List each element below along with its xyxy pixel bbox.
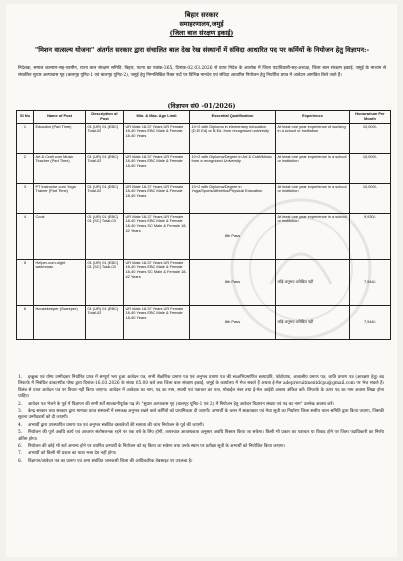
qualification-cell: 8th Pass [190, 259, 276, 305]
note-text: अभ्यर्थी को किसी भी प्रकार का यात्रा भत्ता देय नहीं होगा। [28, 451, 117, 457]
age-limit-cell: UR Male 18-37 Years UR Female 18-40 Years EBC Male & Female 18-40 Years [124, 123, 190, 153]
experience-cell: At least one year experience of working in a school or institution [276, 123, 350, 153]
column-header: Experience [276, 111, 350, 124]
terms-and-conditions [18, 375, 384, 466]
serial-number-cell: 4 [17, 213, 34, 259]
post-description-cell: 01 (UR) 01 (EBC) 01 (SC) Total-03 [86, 259, 124, 305]
note-text: नियोजन की पूर्ण अवधि कार्य एवं आचरण संतोषजनक रहने पर एक वर्ष के लिए होगी, तत्पश्चात आवश्यकता अनुसार अवधि विस्तार किया जा सकेगा। किसी भी प्रकार का पत्राचार या विवाद होने पर जिला पदाधिकारी का निर्णय अंतिम होगा। [18, 430, 384, 442]
header-line-3: (जिला बाल संरक्षण इकाई) [169, 29, 234, 37]
honorarium-cell: 10,000/- [350, 153, 391, 183]
post-description-cell: 01 (UR) 01 (EBC) Total-02 [86, 153, 124, 183]
note-number: 2. [18, 401, 23, 407]
experience-cell: At least one year experience in a school or institution [276, 153, 350, 183]
header-line-1: बिहार सरकार [184, 11, 219, 19]
experience-cell: At least one year experience in a school or institution [276, 213, 350, 259]
table-row [17, 123, 391, 153]
note-number: 1. [18, 375, 23, 380]
note-number: 8. [18, 458, 23, 464]
list-item [18, 459, 384, 465]
list-item [18, 402, 384, 408]
note-number: 4. [18, 422, 23, 428]
age-limit-cell: UR Male 18-37 Years UR Female 18-40 Years EBC Male & Female 18-40 Years SC Male & Female 18-42 Years [124, 259, 190, 305]
list-item [18, 444, 384, 450]
note-text: इच्छुक एवं योग्य उम्मीदवार निर्धारित प्रपत्र में सम्पूर्ण भरा हुआ आवेदन पत्र, सभी शैक्षणिक प्रमाण पत्र एवं अनुभव प्रमाण पत्र की स्वअभिप्रमाणित छायाप्रति, फोटोग्राफ, आवासीय प्रमाण पत्र, जाति प्रमाण पत्र (आरक्षण हेतु) बंद लिफाफे में निबंधित डाक/स्पीड पोस्ट द्वारा दिनांक-16.03.2026 के संध्या 05.00 बजे तक जिला बाल संरक्षण इकाई, जमुई के कार्यालय में भेज सकते हैं अथवा ई-मेल adepreruitmentdcpu@gmail.com पर भेज सकते हैं। विलंब से प्राप्त आवेदन पत्र पर विचार नहीं किया जाएगा। आवेदन में आवेदक का नाम, पद का नाम, स्थायी एवं पत्राचार का पता, मोबाईल नंबर तथा ई-मेल आईडी अवश्य अंकित करें। लिफाफे के ऊपर पद का नाम अवश्य लिखा होना चाहिए। [18, 375, 384, 400]
experience-cell: कोई अनुभव अपेक्षित नहीं [276, 305, 350, 339]
honorarium-cell: 7,944/- [350, 259, 391, 305]
age-limit-cell: UR Male 18-37 Years UR Female 18-40 Years EBC Male & Female 18-40 Years [124, 305, 190, 339]
list-item [18, 409, 384, 422]
serial-number-cell: 1 [17, 123, 34, 153]
header-line-2: समाहरणालय,जमुई [179, 20, 224, 28]
document-header [6, 11, 397, 38]
serial-number-cell: 2 [17, 153, 34, 183]
document-page [6, 4, 397, 557]
list-item [18, 430, 384, 443]
column-header: Sl No [17, 111, 34, 124]
note-number: 6. [18, 444, 23, 450]
table-header-row [17, 111, 391, 124]
column-header: Essential Qualification [190, 111, 276, 124]
experience-cell: कोई अनुभव अपेक्षित नहीं [276, 259, 350, 305]
post-name-cell: Cook [34, 213, 86, 259]
note-text: विज्ञापन/आवेदन पत्र का प्रारूप एवं अन्य संबंधित जानकारी जिला की आधिकारिक वेबसाइट पर उपलब्ध है। [28, 458, 193, 464]
column-header: Name of Post [34, 111, 86, 124]
qualification-cell: 8th Pass [190, 305, 276, 339]
post-name-cell: Art & Craft cum Music Teacher (Part Time) [34, 153, 86, 183]
post-name-cell: Educator (Part Time) [34, 123, 86, 153]
list-item [18, 451, 384, 457]
post-name-cell: Housekeeper (Sweeper) [34, 305, 86, 339]
advertisement-number: (विज्ञापन सं0 -01/2026) [167, 103, 236, 110]
experience-cell: At least one year experience in a school or institution [276, 183, 350, 213]
note-text: नियोजन की कोई भी शर्त अमान्य होने पर चयनित अभ्यर्थी के नियोजन को रद्द किया जा सकेगा तथा उनके स्थान पर प्रतीक्षा सूची के अभ्यर्थी को नियोजित किया जाएगा। [28, 444, 286, 450]
serial-number-cell: 6 [17, 305, 34, 339]
post-description-cell: 01 (UR) 01 (EBC) Total-02 [86, 183, 124, 213]
note-number: 7. [18, 451, 23, 457]
list-item [18, 423, 384, 429]
qualification-cell: 10+2 with Diploma in elementary education (D.El.Ed) or B.Ed. from recognised university [190, 123, 276, 153]
note-text: आवेदन पत्र भेजने के पूर्व में विज्ञापन की सभी शर्तें सावधानीपूर्वक पढ़ लें। "सुधार अल्पावास गृह (बालगृह यूनिट-1 एवं 2) में नियोजन हेतु आवेदन विज्ञापन संख्या एवं पद का नाम" उल्लेख अवश्य करें। [28, 401, 334, 407]
table-row [17, 305, 391, 339]
note-number: 5. [18, 430, 23, 436]
honorarium-cell: 10,000/- [350, 183, 391, 213]
table-row [17, 213, 391, 259]
note-number: 3. [18, 409, 23, 415]
post-name-cell: Helper-cum-night watchman [34, 259, 86, 305]
serial-number-cell: 3 [17, 183, 34, 213]
honorarium-cell: 10,000/- [350, 123, 391, 153]
column-header: Description of Post [86, 111, 124, 124]
table-row [17, 259, 391, 305]
table-row [17, 183, 391, 213]
column-header: Min. & Max. Age Limit [124, 111, 190, 124]
list-item [18, 375, 384, 401]
age-limit-cell: UR Male 18-37 Years UR Female 18-40 Years EBC Male & Female 18-40 Years [124, 183, 190, 213]
age-limit-cell: UR Male 18-37 Years UR Female 18-40 Years EBC Male & Female 18-40 Years [124, 153, 190, 183]
qualification-cell: 10+2 with Diploma/Degree in Art & Craft/Music from a recognized University [190, 153, 276, 183]
note-text: अभ्यर्थी द्वारा उपस्थापित प्रमाण पत्र एवं अनुभव संबंधित दस्तावेजों की सत्यता की जांच नियोजन के पूर्व की जाएगी। [28, 422, 205, 428]
qualification-cell: 10+2 with Diploma/Degree in Yoga/Sports/Athletics/Physical Education [190, 183, 276, 213]
post-name-cell: PT instructor cum Yoga Trainer (Part Time) [34, 183, 86, 213]
table-row [17, 153, 391, 183]
post-description-cell: 01 (UR) 01 (EBC) Total-02 [86, 123, 124, 153]
post-description-cell: 01 (UR) 01 (EBC) Total-02 [86, 305, 124, 339]
intro-paragraph: निदेशक, समाज कल्याण-सह-एडमीन, राज्य बाल संरक्षण समिति, बिहार, पटना का पत्रांक-365, दिनांक-02.03.2026 से प्राप्त निदेश के आलोक में जिला पदाधिकारी-सह-अध्यक्ष, जिला बाल संरक्षण इकाई, जमुई के माध्यम से संचालित सुधार अल्पावास गृह (बालगृह यूनिट-1 एवं बालगृह यूनिट-2), जमुई हेतु निम्नलिखित रिक्त पदों पर विभिन्न मानदेय एवं संविदा आधारित नियोजन हेतु निर्धारित प्रपत्र में आवेदन आमंत्रित किये जाते हैं। [18, 66, 386, 78]
honorarium-cell: 9,930/- [350, 213, 391, 259]
honorarium-cell: 7,944/- [350, 305, 391, 339]
post-description-cell: 01 (UR) 01 (EBC) 01 (SC) Total-03 [86, 213, 124, 259]
qualification-cell: 8th Pass [190, 213, 276, 259]
advertisement-headline: "मिशन वात्सल्य योजना" अंतर्गत सरकार द्वारा संचालित बाल देख रेख संस्थानों में संविदा आधारित पद पर कर्मियों के नियोजन हेतु विज्ञापन:- [34, 46, 370, 54]
vacancy-table [16, 110, 391, 340]
column-header: Honorarium Per Month [350, 111, 391, 124]
serial-number-cell: 5 [17, 259, 34, 305]
age-limit-cell: UR Male 18-37 Years UR Female 18-40 Years EBC Male & Female 18-40 Years SC Male & Female 18-42 Years [124, 213, 190, 259]
note-text: केन्द्र सरकार तथा सरकार द्वारा मान्यता प्राप्त संस्थानों में समकक्ष अनुभव रखने वाले कर्मियों को प्राथमिकता दी जाएगी। अभ्यर्थी के चयन में साक्षात्कार एवं मेधा सूची का निर्धारण जिला स्तरीय चयन समिति द्वारा किया जाएगा, जिसकी सूचना उम्मीदवारों को दी जाएगी। [18, 409, 384, 421]
